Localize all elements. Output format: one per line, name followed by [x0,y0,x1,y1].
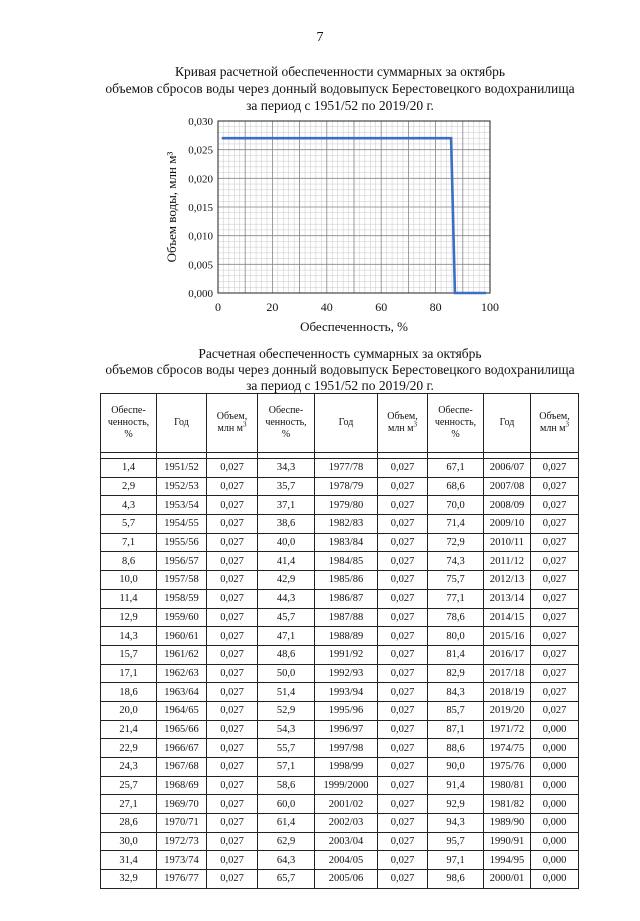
volume-cell: 0,027 [207,552,258,571]
x-tick-label: 60 [375,300,388,314]
provision-cell: 24,3 [101,758,157,777]
volume-cell: 0,027 [207,851,258,870]
header-provision: Обеспе- ченность, % [101,394,157,453]
provision-cell: 64,3 [258,851,315,870]
provision-curve-chart [150,108,510,338]
provision-cell: 41,4 [258,552,315,571]
table-row [101,739,579,758]
volume-cell: 0,027 [531,664,579,683]
year-cell: 1978/79 [315,477,378,496]
provision-cell: 44,3 [258,589,315,608]
volume-cell: 0,027 [378,739,428,758]
provision-cell: 67,1 [428,459,484,478]
header-provision: Обеспе- ченность, % [428,394,484,453]
volume-cell: 0,027 [531,701,579,720]
x-tick-label: 20 [266,300,279,314]
year-cell: 2006/07 [484,459,531,478]
year-cell: 1976/77 [157,870,207,889]
x-tick-label: 0 [215,300,221,314]
chart-title-line: Кривая расчетной обеспеченности суммарных за октябрь [175,64,505,79]
volume-cell: 0,027 [207,832,258,851]
volume-cell: 0,027 [378,459,428,478]
provision-cell: 1,4 [101,459,157,478]
year-cell: 1996/97 [315,720,378,739]
year-cell: 1958/59 [157,589,207,608]
volume-cell: 0,027 [207,739,258,758]
header-volume: Объем, млн $м^3$ [531,394,579,453]
y-tick-label: 0,015 [188,202,213,214]
table-row [101,870,579,889]
volume-cell: 0,027 [378,701,428,720]
year-cell: 1967/68 [157,758,207,777]
provision-cell: 51,4 [258,683,315,702]
volume-cell: 0,027 [207,720,258,739]
provision-cell: 45,7 [258,608,315,627]
provision-cell: 40,0 [258,533,315,552]
header-year: Год [157,394,207,453]
volume-cell: 0,000 [531,776,579,795]
x-axis-label: Обеспеченность, % [300,319,408,334]
provision-cell: 37,1 [258,496,315,515]
provision-cell: 42,9 [258,571,315,590]
volume-cell: 0,027 [207,683,258,702]
year-cell: 1974/75 [484,739,531,758]
header-provision: Обеспе- ченность, % [258,394,315,453]
provision-cell: 94,3 [428,814,484,833]
volume-cell: 0,027 [378,533,428,552]
table-row [101,851,579,870]
provision-cell: 8,6 [101,552,157,571]
volume-cell: 0,027 [207,758,258,777]
provision-cell: 80,0 [428,627,484,646]
table-row [101,720,579,739]
year-cell: 1989/90 [484,814,531,833]
table-row [101,645,579,664]
y-tick-label: 0,020 [188,173,213,186]
year-cell: 1963/64 [157,683,207,702]
provision-cell: 84,3 [428,683,484,702]
table-row [101,589,579,608]
year-cell: 2008/09 [484,496,531,515]
provision-cell: 50,0 [258,664,315,683]
year-cell: 2001/02 [315,795,378,814]
provision-cell: 52,9 [258,701,315,720]
provision-cell: 54,3 [258,720,315,739]
volume-cell: 0,027 [531,608,579,627]
year-cell: 1965/66 [157,720,207,739]
volume-cell: 0,027 [378,832,428,851]
year-cell: 2007/08 [484,477,531,496]
volume-cell: 0,027 [531,552,579,571]
provision-cell: 14,3 [101,627,157,646]
volume-cell: 0,000 [531,832,579,851]
x-tick-label: 80 [429,300,442,314]
chart-title-line: за период с 1951/52 по 2019/20 г. [246,98,434,113]
volume-cell: 0,027 [378,515,428,534]
table-row [101,608,579,627]
provision-cell: 87,1 [428,720,484,739]
provision-cell: 92,9 [428,795,484,814]
volume-cell: 0,027 [207,814,258,833]
volume-cell: 0,027 [531,683,579,702]
year-cell: 1960/61 [157,627,207,646]
volume-cell: 0,027 [207,496,258,515]
year-cell: 1969/70 [157,795,207,814]
table-row [101,515,579,534]
year-cell: 1986/87 [315,589,378,608]
volume-cell: 0,027 [207,571,258,590]
volume-cell: 0,027 [207,589,258,608]
year-cell: 2016/17 [484,645,531,664]
year-cell: 2019/20 [484,701,531,720]
provision-cell: 90,0 [428,758,484,777]
provision-cell: 25,7 [101,776,157,795]
provision-cell: 22,9 [101,739,157,758]
year-cell: 2017/18 [484,664,531,683]
table-row [101,795,579,814]
year-cell: 1999/2000 [315,776,378,795]
provision-cell: 74,3 [428,552,484,571]
year-cell: 1953/54 [157,496,207,515]
provision-cell: 20,0 [101,701,157,720]
table-header-row [101,394,579,453]
year-cell: 2002/03 [315,814,378,833]
volume-cell: 0,027 [207,870,258,889]
provision-cell: 75,7 [428,571,484,590]
table-row [101,533,579,552]
chart-title [60,63,620,114]
provision-cell: 47,1 [258,627,315,646]
volume-cell: 0,027 [531,533,579,552]
volume-cell: 0,000 [531,851,579,870]
year-cell: 1997/98 [315,739,378,758]
year-cell: 1987/88 [315,608,378,627]
volume-cell: 0,027 [531,459,579,478]
table-row [101,477,579,496]
year-cell: 1977/78 [315,459,378,478]
provision-cell: 35,7 [258,477,315,496]
x-tick-label: 40 [320,300,333,314]
volume-cell: 0,027 [378,496,428,515]
provision-cell: 91,4 [428,776,484,795]
volume-cell: 0,027 [378,571,428,590]
y-tick-label: 0,025 [188,144,213,157]
table-row [101,459,579,478]
year-cell: 1952/53 [157,477,207,496]
provision-cell: 72,9 [428,533,484,552]
table-row [101,701,579,720]
provision-cell: 38,6 [258,515,315,534]
volume-cell: 0,027 [207,664,258,683]
provision-cell: 18,6 [101,683,157,702]
year-cell: 2005/06 [315,870,378,889]
provision-cell: 57,1 [258,758,315,777]
provision-cell: 65,7 [258,870,315,889]
provision-cell: 5,7 [101,515,157,534]
table-title-line: объемов сбросов воды через донный водовыпуск Берестовецкого водохранилища [105,362,575,377]
year-cell: 1991/92 [315,645,378,664]
provision-cell: 78,6 [428,608,484,627]
provision-cell: 15,7 [101,645,157,664]
volume-cell: 0,027 [378,645,428,664]
volume-cell: 0,027 [207,459,258,478]
provision-cell: 17,1 [101,664,157,683]
provision-cell: 97,1 [428,851,484,870]
provision-cell: 77,1 [428,589,484,608]
year-cell: 1971/72 [484,720,531,739]
year-cell: 2003/04 [315,832,378,851]
volume-cell: 0,027 [531,571,579,590]
year-cell: 1985/86 [315,571,378,590]
y-axis-label: Объем воды, млн м³ [164,151,179,263]
year-cell: 1993/94 [315,683,378,702]
year-cell: 2011/12 [484,552,531,571]
year-cell: 1982/83 [315,515,378,534]
year-cell: 1992/93 [315,664,378,683]
x-tick-label: 100 [481,300,499,314]
volume-cell: 0,027 [378,627,428,646]
volume-cell: 0,027 [207,477,258,496]
year-cell: 2009/10 [484,515,531,534]
provision-cell: 71,4 [428,515,484,534]
provision-cell: 70,0 [428,496,484,515]
volume-cell: 0,027 [378,683,428,702]
year-cell: 2014/15 [484,608,531,627]
volume-cell: 0,027 [378,477,428,496]
volume-cell: 0,027 [531,515,579,534]
year-cell: 1959/60 [157,608,207,627]
year-cell: 1973/74 [157,851,207,870]
provision-cell: 28,6 [101,814,157,833]
provision-cell: 68,6 [428,477,484,496]
provision-cell: 88,6 [428,739,484,758]
year-cell: 1955/56 [157,533,207,552]
table-row [101,683,579,702]
volume-cell: 0,027 [531,627,579,646]
table-row [101,814,579,833]
volume-cell: 0,027 [207,776,258,795]
provision-cell: 7,1 [101,533,157,552]
provision-cell: 81,4 [428,645,484,664]
header-volume: Объем, млн $м^3$ [378,394,428,453]
volume-cell: 0,027 [207,795,258,814]
table-row [101,571,579,590]
provision-cell: 62,9 [258,832,315,851]
volume-cell: 0,027 [378,776,428,795]
provision-cell: 48,6 [258,645,315,664]
volume-cell: 0,000 [531,758,579,777]
table-row [101,664,579,683]
page-number: 7 [316,30,324,45]
volume-cell: 0,027 [531,645,579,664]
table-row [101,627,579,646]
year-cell: 1988/89 [315,627,378,646]
volume-cell: 0,027 [378,795,428,814]
year-cell: 1954/55 [157,515,207,534]
provision-cell: 82,9 [428,664,484,683]
provision-cell: 27,1 [101,795,157,814]
year-cell: 1994/95 [484,851,531,870]
year-cell: 1968/69 [157,776,207,795]
year-cell: 1995/96 [315,701,378,720]
year-cell: 2000/01 [484,870,531,889]
table-row [101,832,579,851]
year-cell: 2015/16 [484,627,531,646]
volume-cell: 0,027 [207,608,258,627]
volume-cell: 0,027 [378,851,428,870]
year-cell: 1983/84 [315,533,378,552]
year-cell: 1964/65 [157,701,207,720]
volume-cell: 0,027 [378,589,428,608]
provision-cell: 85,7 [428,701,484,720]
volume-cell: 0,000 [531,739,579,758]
chart-title-line: объемов сбросов воды через донный водовыпуск Берестовецкого водохранилища [105,81,575,96]
provision-cell: 32,9 [101,870,157,889]
year-cell: 2012/13 [484,571,531,590]
year-cell: 1998/99 [315,758,378,777]
provision-cell: 60,0 [258,795,315,814]
volume-cell: 0,000 [531,720,579,739]
year-cell: 2004/05 [315,851,378,870]
year-cell: 1970/71 [157,814,207,833]
table-title-line: за период с 1951/52 по 2019/20 г. [246,378,434,393]
provision-cell: 95,7 [428,832,484,851]
year-cell: 1962/63 [157,664,207,683]
table-body [101,453,579,889]
year-cell: 1951/52 [157,459,207,478]
year-cell: 1981/82 [484,795,531,814]
volume-cell: 0,000 [531,814,579,833]
provision-cell: 30,0 [101,832,157,851]
provision-cell: 61,4 [258,814,315,833]
volume-cell: 0,027 [531,496,579,515]
year-cell: 1990/91 [484,832,531,851]
header-volume: Объем, млн $м^3$ [207,394,258,453]
provision-table [100,393,579,889]
table-row [101,496,579,515]
volume-cell: 0,027 [378,814,428,833]
year-cell: 1957/58 [157,571,207,590]
year-cell: 2013/14 [484,589,531,608]
header-year: Год [315,394,378,453]
volume-cell: 0,027 [378,870,428,889]
y-tick-label: 0,000 [188,288,213,300]
year-cell: 1961/62 [157,645,207,664]
provision-cell: 4,3 [101,496,157,515]
volume-cell: 0,027 [207,701,258,720]
provision-cell: 58,6 [258,776,315,795]
volume-cell: 0,000 [531,870,579,889]
y-tick-label: 0,010 [188,230,213,243]
year-cell: 1984/85 [315,552,378,571]
volume-cell: 0,027 [378,552,428,571]
table-title [60,346,620,394]
provision-cell: 11,4 [101,589,157,608]
provision-cell: 34,3 [258,459,315,478]
provision-cell: 2,9 [101,477,157,496]
table-row [101,552,579,571]
year-cell: 1956/57 [157,552,207,571]
volume-cell: 0,027 [378,664,428,683]
year-cell: 1979/80 [315,496,378,515]
y-tick-label: 0,030 [188,116,213,128]
y-tick-label: 0,005 [188,259,213,272]
table-row [101,776,579,795]
provision-cell: 98,6 [428,870,484,889]
volume-cell: 0,027 [207,645,258,664]
volume-cell: 0,027 [207,533,258,552]
provision-cell: 55,7 [258,739,315,758]
year-cell: 1972/73 [157,832,207,851]
volume-cell: 0,000 [531,795,579,814]
table-row [101,758,579,777]
header-year: Год [484,394,531,453]
table-title-line: Расчетная обеспеченность суммарных за октябрь [198,346,482,361]
volume-cell: 0,027 [378,720,428,739]
year-cell: 1980/81 [484,776,531,795]
volume-cell: 0,027 [378,608,428,627]
provision-cell: 12,9 [101,608,157,627]
provision-cell: 21,4 [101,720,157,739]
volume-cell: 0,027 [531,589,579,608]
volume-cell: 0,027 [207,515,258,534]
volume-cell: 0,027 [531,477,579,496]
year-cell: 1975/76 [484,758,531,777]
provision-cell: 10,0 [101,571,157,590]
year-cell: 1966/67 [157,739,207,758]
provision-cell: 31,4 [101,851,157,870]
year-cell: 2010/11 [484,533,531,552]
volume-cell: 0,027 [207,627,258,646]
year-cell: 2018/19 [484,683,531,702]
volume-cell: 0,027 [378,758,428,777]
